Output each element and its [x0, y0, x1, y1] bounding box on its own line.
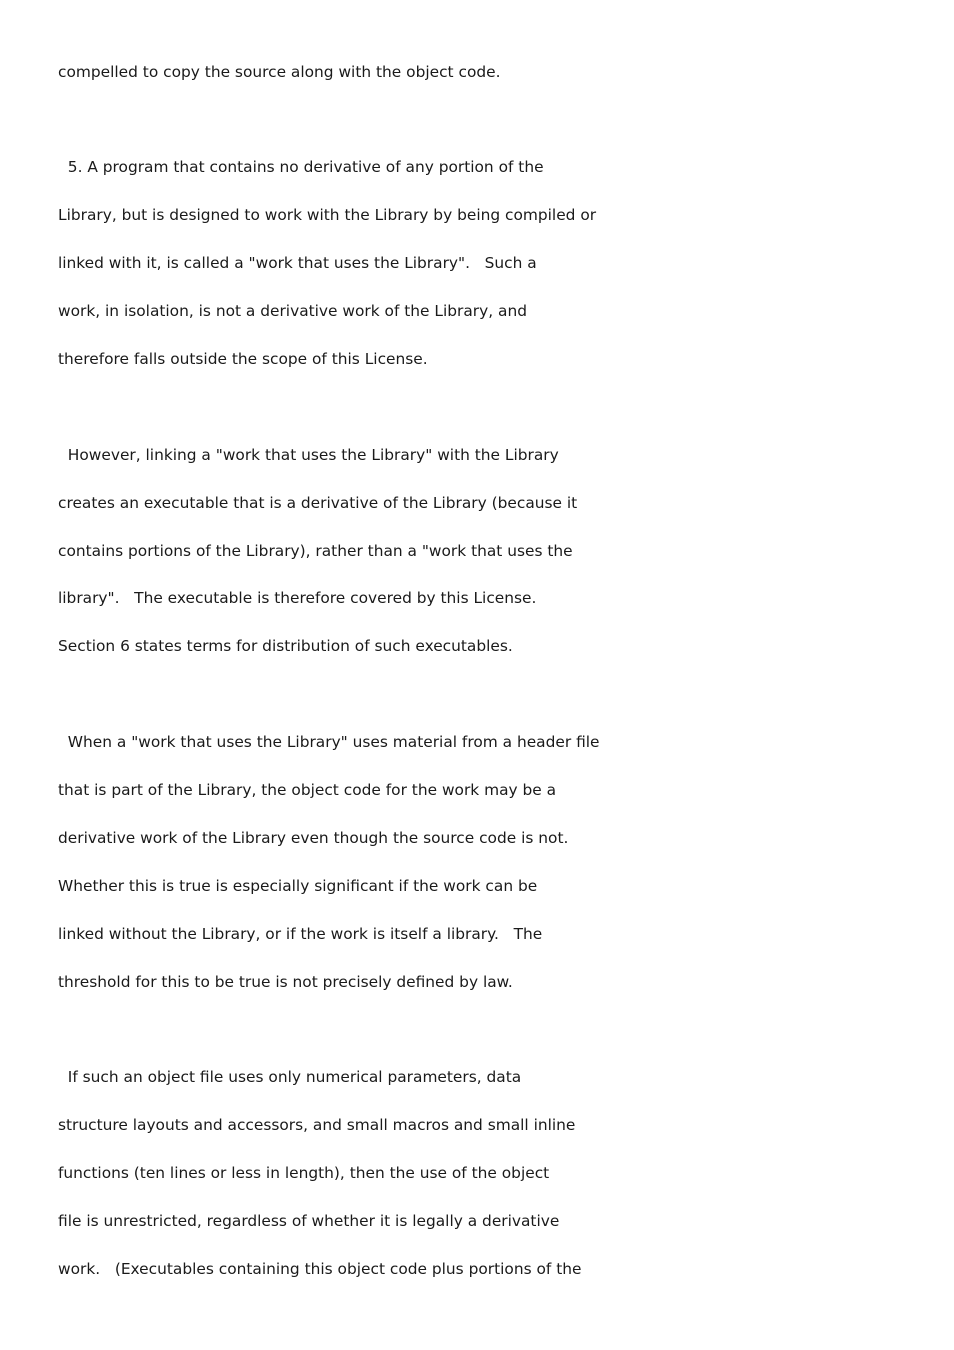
text-line: contains portions of the Library), rather than a "work that uses the	[58, 542, 573, 560]
text-line: threshold for this to be true is not precisely defined by law.	[58, 973, 513, 991]
text-line: work. (Executables containing this object code plus portions of the	[58, 1260, 582, 1278]
text-line: 5. A program that contains no derivative of any portion of the	[58, 158, 544, 176]
text-line: When a "work that uses the Library" uses material from a header file	[58, 733, 600, 751]
text-line: Whether this is true is especially significant if the work can be	[58, 877, 538, 895]
text-line: file is unrestricted, regardless of whether it is legally a derivative	[58, 1212, 560, 1230]
text-line: structure layouts and accessors, and small macros and small inline	[58, 1116, 576, 1134]
text-line: compelled to copy the source along with the object code.	[58, 63, 501, 81]
text-line: library". The executable is therefore covered by this License.	[58, 589, 537, 607]
text-line: linked without the Library, or if the work is itself a library. The	[58, 925, 543, 943]
text-line: If such an object file uses only numerical parameters, data	[58, 1068, 522, 1086]
text-line: linked with it, is called a "work that uses the Library". Such a	[58, 254, 537, 272]
text-line: creates an executable that is a derivative of the Library (because it	[58, 494, 578, 512]
text-line: Section 6 states terms for distribution of such executables.	[58, 637, 513, 655]
text-line: that is part of the Library, the object code for the work may be a	[58, 781, 557, 799]
text-line: derivative work of the Library even though the source code is not.	[58, 829, 569, 847]
text-line: therefore falls outside the scope of this License.	[58, 350, 428, 368]
text-line: Library, but is designed to work with the Library by being compiled or	[58, 206, 597, 224]
text-line: However, linking a "work that uses the Library" with the Library	[58, 446, 559, 464]
text-line: work, in isolation, is not a derivative work of the Library, and	[58, 302, 527, 320]
text-line: functions (ten lines or less in length), then the use of the object	[58, 1164, 550, 1182]
